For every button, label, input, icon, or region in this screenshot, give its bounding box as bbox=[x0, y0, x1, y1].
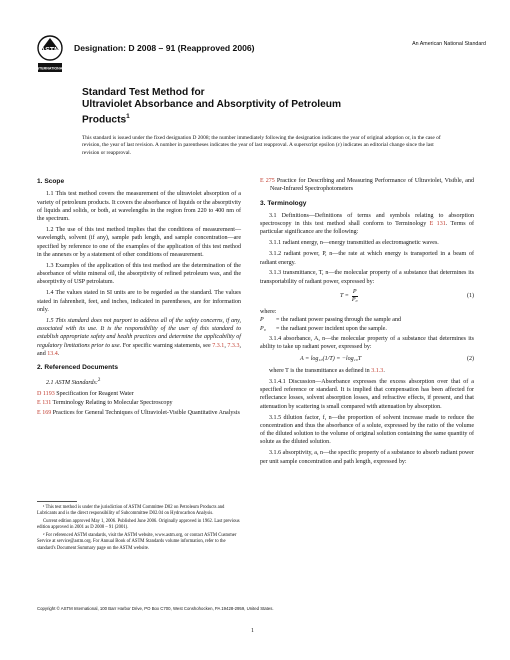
document-title bbox=[82, 87, 462, 127]
para-3-1-text: 3.1 Definitions—Definitions of terms and symbols relating to absorption spectroscopy in this test method shall conform to Terminology bbox=[260, 212, 474, 228]
para-3-1 bbox=[260, 212, 474, 237]
eq1-fraction bbox=[352, 289, 358, 304]
eq1-number: (1) bbox=[466, 293, 474, 300]
para-3-1-4: 3.1.4 absorbance, A, n—the molecular property of a substance that determines its ability to take up radiant power, expressed by: bbox=[260, 335, 474, 351]
eq1-lhs: T = bbox=[340, 293, 349, 300]
eq1-numerator: P bbox=[352, 289, 357, 296]
para-3-1-5: 3.1.5 dilution factor, f, n—the proportion of solvent increase made to reduce the concentration and thus the absorbance of a solute, expressed by the ratio of the volume of the diluted solution to the volume of original solution containing the same quantity of solute as the diluted solution. bbox=[260, 414, 474, 446]
left-column bbox=[37, 172, 241, 419]
svg-text:ASTM: ASTM bbox=[40, 47, 60, 54]
national-standard-label: An American National Standard bbox=[412, 41, 486, 47]
reference-text: Specification for Reagent Water bbox=[54, 390, 134, 397]
astm-standards-label: 2.1 ASTM Standards: bbox=[46, 379, 98, 386]
reference-item bbox=[37, 390, 241, 398]
eq2-number: (2) bbox=[466, 355, 474, 362]
astm-logo bbox=[37, 34, 63, 78]
reference-text: Practice for Describing and Measuring Performance of Ultraviolet, Visible, and Near-Infrared Spectrophotometers bbox=[270, 178, 475, 193]
title-line-1: Standard Test Method for bbox=[82, 87, 205, 98]
link-13-4[interactable]: 13.4 bbox=[47, 351, 58, 358]
para-1-1: 1.1 This test method covers the measurement of the ultraviolet absorption of a variety of petroleum products. It covers the absorbance of liquids or the absorptivity of liquids and solids, or both, at wavelengths in the region from 220 to 400 nm of the spectrum. bbox=[37, 191, 241, 223]
para-1-5 bbox=[37, 317, 241, 358]
para-3-1-4-1: 3.1.4.1 Discussion—Absorbance expresses the excess absorption over that of a specified reference or standard. It is implied that compensation has been affected for reflectance losses, solvent absorption losses, and refractive effects, if present, and that attenuation by scattering is small compared with attenuation by absorption. bbox=[260, 378, 474, 410]
where-definition: = the radiant power incident upon the sample. bbox=[276, 325, 387, 332]
right-column bbox=[260, 177, 474, 468]
link-e131-term[interactable]: E 131 bbox=[429, 221, 446, 228]
para-1-2: 1.2 The use of this test method implies that the conditions of measurement—wavelength, solvent (if any), sample path length, and sample concentration—are specified by reference to one of the examples of the application of this test method in the annexes or by a statement of other conditions of measurement. bbox=[37, 227, 241, 258]
para-3-1-3: 3.1.3 transmittance, T, n—the molecular property of a substance that determines its transportability of radiant power, expressed by: bbox=[260, 270, 474, 285]
reference-item bbox=[37, 409, 241, 417]
period: . bbox=[383, 367, 385, 374]
issuance-note: This standard is issued under the fixed designation D 2008; the number immediately following the designation indicates the year of original adoption or, in the case of revision, the year of last revision. A number in parentheses indicates the year of last reapproval. A superscript epsilon (ε) indicates an editorial change since the last revision or reapproval. bbox=[82, 135, 441, 156]
link-3-1-3[interactable]: 3.1.3 bbox=[371, 367, 384, 374]
title-footnote-mark: 1 bbox=[126, 113, 130, 121]
sep: , and bbox=[37, 342, 241, 358]
eq2-formula: A = log₁₀(1/T) = −log₁₀T bbox=[300, 355, 362, 362]
safety-statement: 1.5 This standard does not purport to address all of the safety concerns, if any, associated with its use. It is the responsibility of the user of this standard to establish appropriate safety and health practices and determine the applicability of regulatory limitations prior to use. bbox=[37, 317, 241, 349]
footnote-rule bbox=[37, 501, 77, 502]
where-symbol: P bbox=[260, 317, 264, 324]
reference-item bbox=[260, 177, 474, 194]
equation-1 bbox=[260, 289, 474, 304]
para-1-5-tail: For specific warning statements, see bbox=[121, 342, 213, 349]
link-e131[interactable]: E 131 bbox=[37, 400, 52, 407]
where-t-text: where T is the transmittance as defined in bbox=[269, 367, 372, 374]
designation: Designation: D 2008 – 91 (Reapproved 2006) bbox=[74, 43, 255, 53]
section-heading-terminology: 3. Terminology bbox=[260, 199, 307, 207]
eq1-denominator: P₀ bbox=[351, 297, 358, 304]
title-line-3: Products bbox=[82, 114, 127, 126]
link-e169[interactable]: E 169 bbox=[37, 410, 52, 417]
footnote-1: ¹ This test method is under the jurisdiction of ASTM Committee D02 on Petroleum Products and Lubricants and is the direct responsibility of Subcommittee D02.04 on Hydrocarbon Analysis. bbox=[37, 505, 225, 517]
equation-2 bbox=[260, 355, 474, 363]
where-block bbox=[260, 308, 474, 333]
para-3-1-text-end: . Terms of particular significance are the following: bbox=[260, 221, 474, 236]
footnote-mark-2: 2 bbox=[97, 377, 101, 383]
para-3-1-6: 3.1.6 absorptivity, a, n—the specific property of a substance to absorb radiant power per unit sample concentration and path length, expressed by: bbox=[260, 450, 474, 465]
para-3-1-2: 3.1.2 radiant power, P, n—the rate at which energy is transported in a beam of radiant energy. bbox=[260, 251, 474, 266]
footnotes bbox=[37, 501, 241, 554]
para-1-3: 1.3 Examples of the application of this test method are the determination of the absorbance of white mineral oil, the absorptivity of refined petroleum wax, and the absorptivity of USP petrolatum. bbox=[37, 262, 241, 286]
page-number: 1 bbox=[251, 628, 254, 634]
where-symbol: P₀ bbox=[260, 325, 266, 332]
sep: , bbox=[224, 342, 228, 349]
reference-text: Practices for General Techniques of Ultraviolet-Visible Quantitative Analysis bbox=[51, 410, 240, 417]
reference-text: Terminology Relating to Molecular Spectroscopy bbox=[51, 400, 173, 407]
footnote-2: ² For referenced ASTM standards, visit the ASTM website, www.astm.org, or contact ASTM Customer Service at service@astm.org. For Annual Book of ASTM Standards volume information, refer to the standard's Document Summary page on the ASTM website. bbox=[37, 533, 237, 551]
where-definition: = the radiant power passing through the sample and bbox=[276, 317, 401, 324]
para-3-1-1: 3.1.1 radiant energy, n—energy transmitted as electromagnetic waves. bbox=[269, 240, 439, 247]
para-2-1 bbox=[37, 377, 241, 387]
copyright-notice: Copyright © ASTM International, 100 Barr Harbor Drive, PO Box C700, West Conshohocken, PA 19428-2959, United States. bbox=[37, 606, 274, 611]
para-where-t bbox=[260, 367, 474, 375]
link-e275[interactable]: E 275 bbox=[260, 178, 275, 184]
period: . bbox=[57, 351, 60, 358]
para-1-4: 1.4 The values stated in SI units are to be regarded as the standard. The values stated in fahrenheit, feet, and inches, indicated in parentheses, are for information only. bbox=[37, 290, 241, 313]
section-heading-scope: 1. Scope bbox=[37, 178, 65, 185]
where-label: where: bbox=[260, 309, 277, 316]
svg-text:INTERNATIONAL: INTERNATIONAL bbox=[35, 66, 65, 71]
link-d1193[interactable]: D 1193 bbox=[37, 390, 55, 397]
link-7-3-1[interactable]: 7.3.1 bbox=[212, 342, 225, 349]
title-line-2: Ultraviolet Absorbance and Absorptivity of Petroleum bbox=[82, 99, 342, 111]
section-heading-referenced-documents: 2. Referenced Documents bbox=[37, 364, 118, 372]
link-7-3-3[interactable]: 7.3.3 bbox=[227, 342, 240, 349]
reference-item bbox=[37, 399, 241, 407]
footnote-1-edition: Current edition approved May 1, 2006. Published June 2006. Originally approved in 1962. Last previous edition approved in 2001 as D 2008 – 91 (2001). bbox=[37, 519, 240, 531]
